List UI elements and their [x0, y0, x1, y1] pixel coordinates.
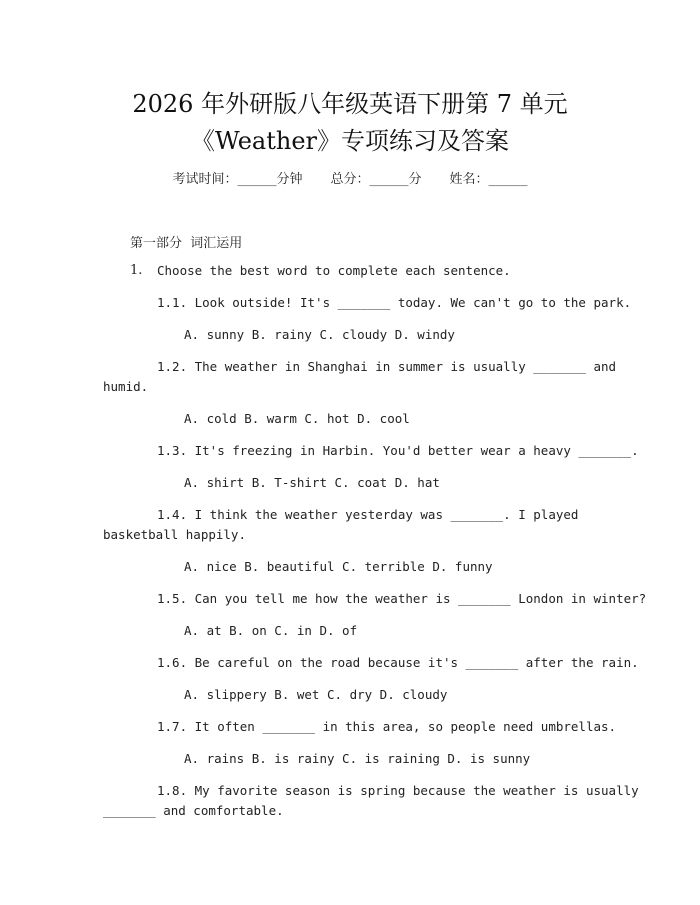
item-stem-continuation: _______ and comfortable.: [103, 803, 284, 818]
name-field: 姓名：______: [449, 172, 528, 187]
item-stem: 1.8. My favorite season is spring because the weather is usually: [157, 783, 639, 798]
question-number: 1.: [130, 263, 143, 278]
section-heading: 第一部分 词汇运用: [130, 236, 243, 251]
document-title-line-1: 2026 年外研版八年级英语下册第 7 单元: [132, 90, 568, 118]
item-stem-continuation: humid.: [103, 379, 149, 394]
item-options: A. sunny B. rainy C. cloudy D. windy: [184, 327, 455, 342]
total-score-field: 总分：______分: [330, 172, 422, 187]
item-options: A. nice B. beautiful C. terrible D. funny: [184, 559, 493, 574]
item-stem: 1.5. Can you tell me how the weather is _______ London in winter?: [157, 591, 647, 606]
item-stem: 1.6. Be careful on the road because it's _______ after the rain.: [157, 655, 639, 670]
item-options: A. at B. on C. in D. of: [184, 623, 358, 638]
item-stem: 1.3. It's freezing in Harbin. You'd better wear a heavy _______.: [157, 443, 639, 458]
item-stem: 1.7. It often _______ in this area, so people need umbrellas.: [157, 719, 617, 734]
question-instruction: Choose the best word to complete each sentence.: [157, 263, 511, 278]
exam-time-field: 考试时间：______分钟: [172, 172, 303, 187]
item-options: A. cold B. warm C. hot D. cool: [184, 411, 410, 426]
item-stem: 1.2. The weather in Shanghai in summer is usually _______ and: [157, 359, 617, 374]
exam-info: [0, 168, 700, 187]
item-stem: 1.4. I think the weather yesterday was _______. I played: [157, 507, 579, 522]
document-title-line-2: 《Weather》专项练习及答案: [191, 127, 509, 155]
item-options: A. shirt B. T-shirt C. coat D. hat: [184, 475, 440, 490]
item-stem: 1.1. Look outside! It's _______ today. We can't go to the park.: [157, 295, 632, 310]
item-options: A. slippery B. wet C. dry D. cloudy: [184, 687, 448, 702]
item-stem-continuation: basketball happily.: [103, 527, 246, 542]
item-options: A. rains B. is rainy C. is raining D. is sunny: [184, 751, 531, 766]
